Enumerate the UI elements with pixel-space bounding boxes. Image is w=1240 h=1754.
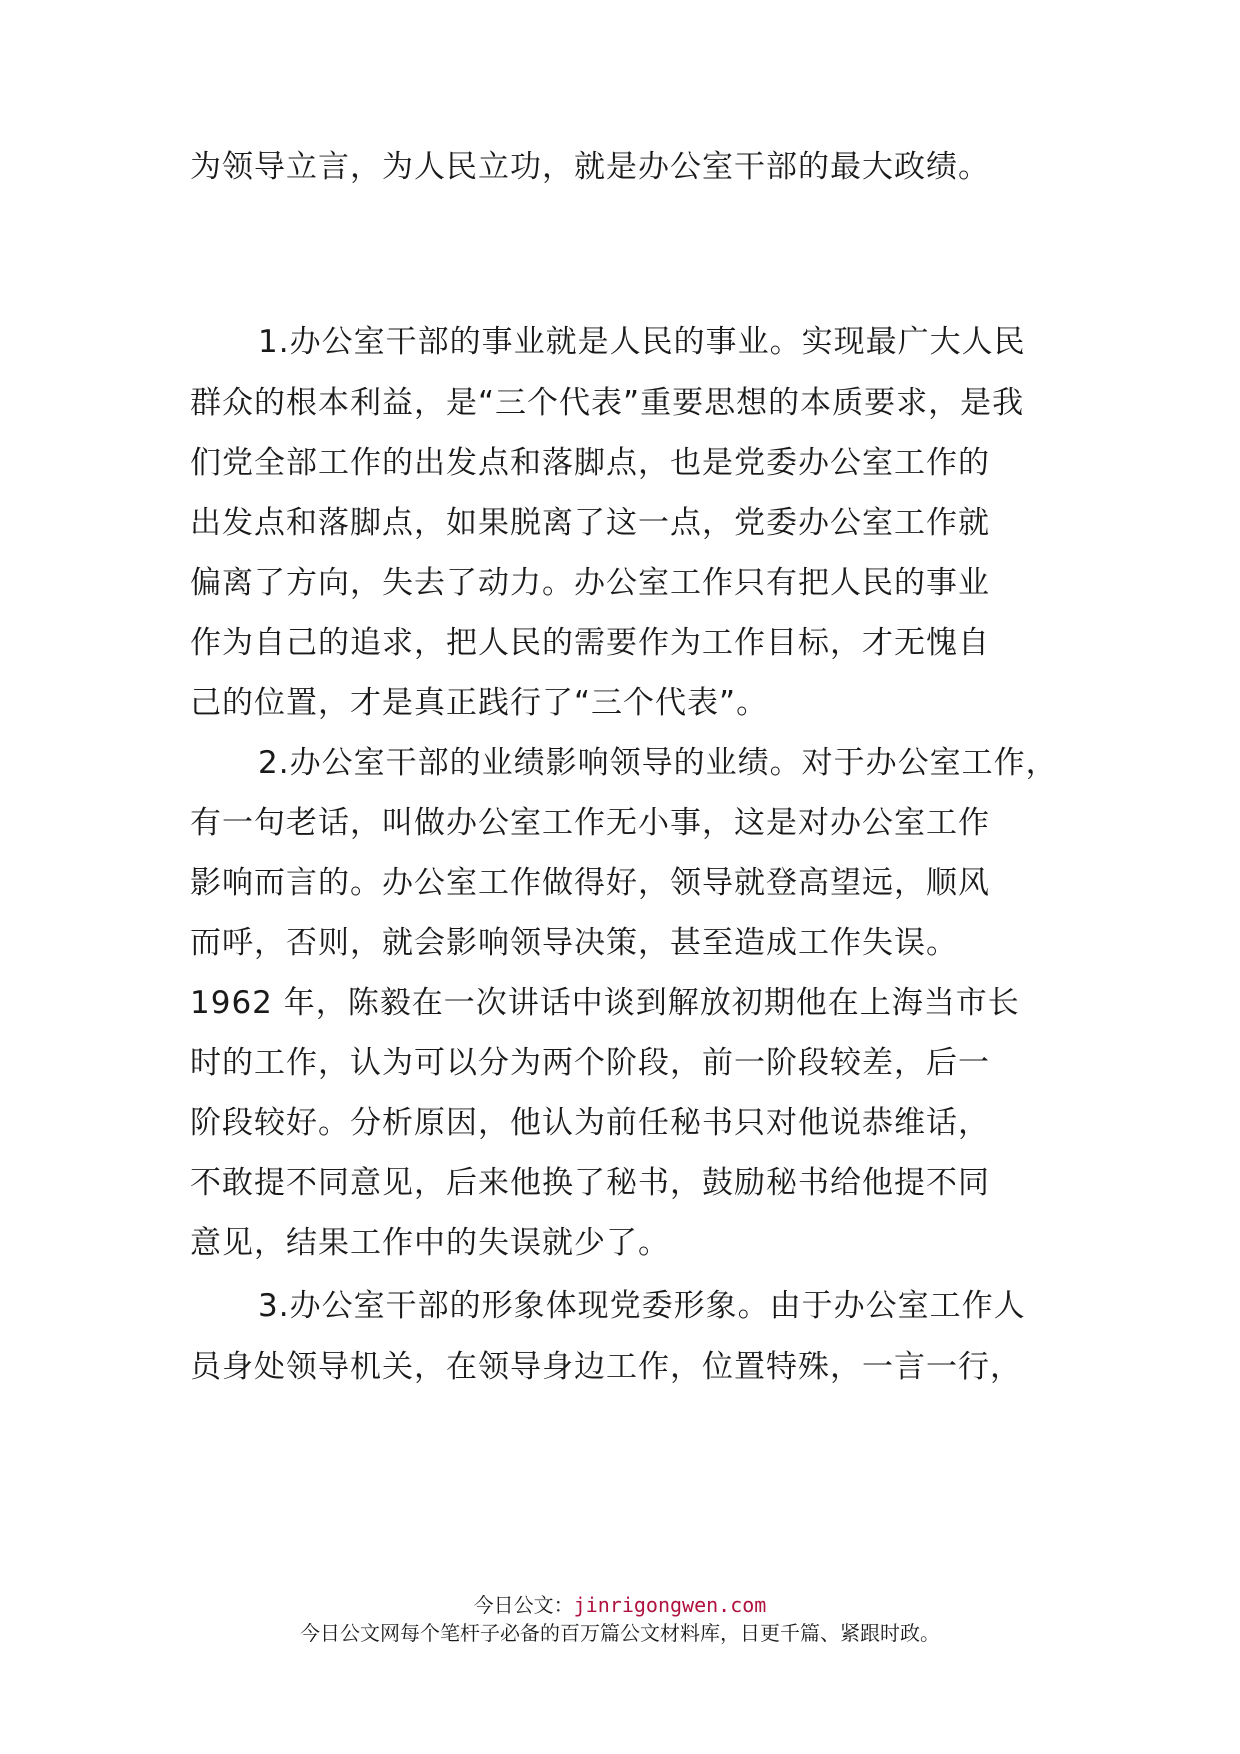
paragraph-line: 偏离了方向，失去了动力。办公室工作只有把人民的事业 <box>190 565 990 601</box>
paragraph-line: 们党全部工作的出发点和落脚点，也是党委办公室工作的 <box>190 445 990 481</box>
paragraph-line: 而呼，否则，就会影响领导决策，甚至造成工作失误。 <box>190 925 958 961</box>
paragraph-line: 1962 年，陈毅在一次讲话中谈到解放初期他在上海当市长 <box>190 985 1020 1021</box>
paragraph-line: 群众的根本利益，是“三个代表”重要思想的本质要求，是我 <box>190 385 1025 421</box>
paragraph-line: 意见，结果工作中的失误就少了。 <box>190 1225 670 1261</box>
paragraph-line: 有一句老话，叫做办公室工作无小事，这是对办公室工作 <box>190 805 990 841</box>
paragraph-line: 时的工作，认为可以分为两个阶段，前一阶段较差，后一 <box>190 1045 990 1081</box>
paragraph-line: 出发点和落脚点，如果脱离了这一点，党委办公室工作就 <box>190 505 990 541</box>
paragraph-line: 为领导立言，为人民立功，就是办公室干部的最大政绩。 <box>190 149 990 185</box>
paragraph-line: 3.办公室干部的形象体现党委形象。由于办公室工作人 <box>258 1288 1026 1324</box>
paragraph-line: 作为自己的追求，把人民的需要作为工作目标，才无愧自 <box>190 625 990 661</box>
paragraph-line: 1.办公室干部的事业就是人民的事业。实现最广大人民 <box>258 324 1026 360</box>
paragraph-line: 2.办公室干部的业绩影响领导的业绩。对于办公室工作， <box>258 745 1058 781</box>
footer-site <box>0 1592 1240 1618</box>
paragraph-line: 员身处领导机关，在领导身边工作，位置特殊，一言一行， <box>190 1349 1022 1385</box>
paragraph-line: 不敢提不同意见，后来他换了秘书，鼓励秘书给他提不同 <box>190 1165 990 1201</box>
footer-site-label: 今日公文： <box>473 1593 574 1617</box>
paragraph-line: 己的位置，才是真正践行了“三个代表”。 <box>190 685 769 721</box>
paragraph-line: 阶段较好。分析原因，他认为前任秘书只对他说恭维话， <box>190 1105 990 1141</box>
footer-site-link[interactable]: jinrigongwen.com <box>573 1593 767 1617</box>
paragraph-line: 影响而言的。办公室工作做得好，领导就登高望远，顺风 <box>190 865 990 901</box>
footer-slogan: 今日公文网每个笔杆子必备的百万篇公文材料库，日更千篇、紧跟时政。 <box>300 1621 940 1645</box>
